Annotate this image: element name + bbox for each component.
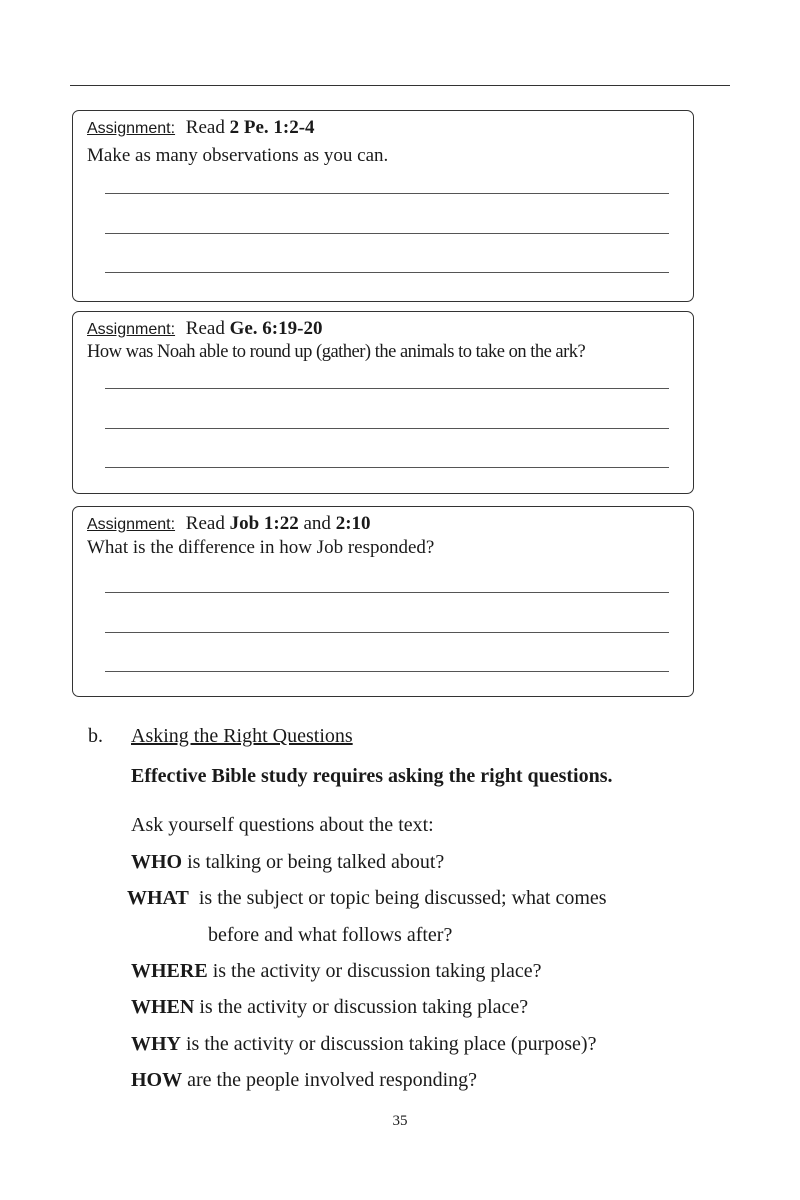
answer-line[interactable]: [105, 193, 669, 194]
assignment-heading: [87, 318, 322, 340]
question-when: [131, 996, 528, 1019]
answer-line[interactable]: [105, 592, 669, 593]
read-word: Read: [185, 117, 225, 138]
question-what: [127, 887, 607, 910]
question-what-continuation: before and what follows after?: [208, 924, 453, 946]
section-lead: Effective Bible study requires asking the right questions.: [131, 765, 613, 787]
answer-line[interactable]: [105, 467, 669, 468]
question-word: WHO: [131, 851, 183, 873]
question-text: is the activity or discussion taking place?: [212, 960, 542, 982]
answer-line[interactable]: [105, 233, 669, 234]
question-text: are the people involved responding?: [187, 1069, 478, 1091]
question-text: is the activity or discussion taking place (purpose)?: [186, 1033, 597, 1055]
section-intro: Ask yourself questions about the text:: [131, 814, 434, 836]
assignment-heading: [87, 117, 315, 139]
scripture-reference: 2:10: [335, 513, 371, 534]
question-word: HOW: [131, 1069, 183, 1091]
question-where: [131, 960, 542, 983]
read-word: Read: [185, 513, 225, 534]
question-word: WHEN: [131, 996, 195, 1018]
header-rule: [70, 85, 730, 86]
question-word: WHY: [131, 1033, 181, 1055]
assignment-label: Assignment:: [87, 516, 176, 533]
question-text: is the subject or topic being discussed; what comes: [198, 887, 607, 909]
assignment-box-3: [72, 506, 694, 697]
question-word: WHAT: [127, 887, 189, 909]
answer-line[interactable]: [105, 632, 669, 633]
assignment-question: Make as many observations as you can.: [87, 145, 389, 166]
read-word: Read: [185, 318, 225, 339]
assignment-question: How was Noah able to round up (gather) the animals to take on the ark?: [87, 342, 586, 362]
question-how: [131, 1069, 477, 1092]
assignment-question: What is the difference in how Job responded?: [87, 537, 435, 558]
assignment-label: Assignment:: [87, 321, 176, 338]
assignment-label: Assignment:: [87, 120, 176, 137]
scripture-reference: Job 1:22: [229, 513, 299, 534]
question-text: is the activity or discussion taking place?: [199, 996, 529, 1018]
section-title: Asking the Right Questions: [131, 725, 353, 747]
scripture-reference: Ge. 6:19-20: [229, 318, 323, 339]
conjunction: and: [303, 513, 331, 534]
section-marker: b.: [88, 725, 103, 747]
question-why: [131, 1033, 596, 1056]
assignment-heading: [87, 513, 371, 535]
answer-line[interactable]: [105, 428, 669, 429]
answer-line[interactable]: [105, 272, 669, 273]
scripture-reference: 2 Pe. 1:2-4: [229, 117, 315, 138]
assignment-box-1: [72, 110, 694, 302]
answer-line[interactable]: [105, 671, 669, 672]
page-number: 35: [392, 1113, 408, 1129]
question-word: WHERE: [131, 960, 208, 982]
assignment-box-2: [72, 311, 694, 494]
question-text: is talking or being talked about?: [187, 851, 445, 873]
question-who: [131, 851, 444, 874]
answer-line[interactable]: [105, 388, 669, 389]
